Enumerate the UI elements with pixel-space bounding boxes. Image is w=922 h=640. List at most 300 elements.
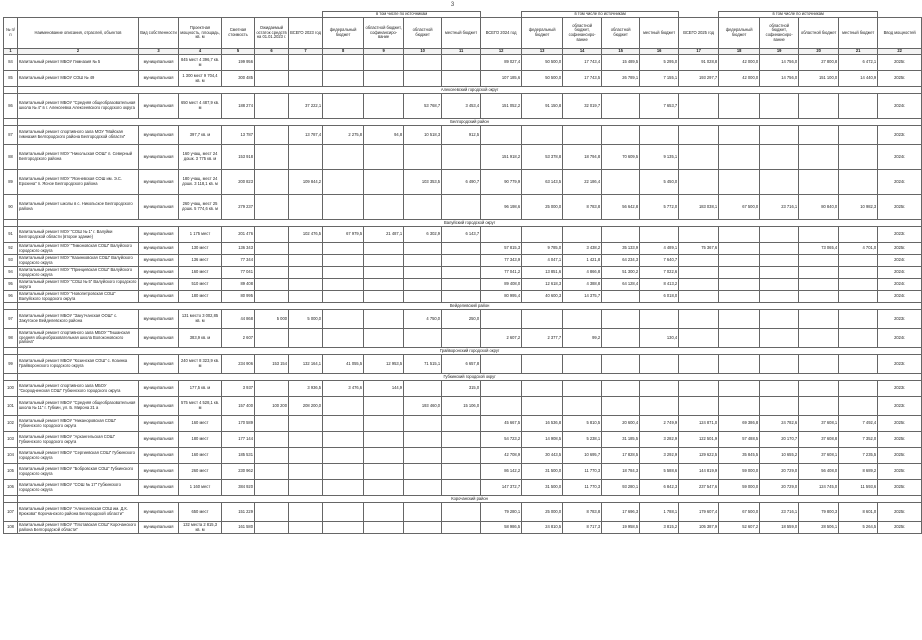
column-header: областной бюджет — [404, 18, 442, 49]
table-cell: 144 819,9 — [679, 464, 719, 480]
table-cell — [404, 464, 442, 480]
table-cell: 8 413,2 — [640, 279, 679, 291]
table-cell: 57 815,3 — [481, 243, 522, 255]
section-row — [4, 374, 922, 381]
table-cell — [602, 397, 640, 416]
empty-cell — [4, 220, 18, 227]
table-cell — [364, 243, 404, 255]
table-cell — [799, 397, 839, 416]
table-cell: 24 782,6 — [760, 416, 799, 432]
table-row — [4, 94, 922, 119]
table-cell: 180 учащ. мест 24 дошк. 3 118,1 кв. м — [179, 170, 222, 195]
table-cell — [719, 255, 760, 267]
section-title: Алексеевский городской округ — [18, 87, 922, 94]
table-cell: 151 052,2 — [481, 94, 522, 119]
table-row — [4, 310, 922, 329]
column-header: федеральный бюджет — [719, 18, 760, 49]
column-number: 6 — [255, 49, 289, 55]
table-cell — [404, 279, 442, 291]
table-cell — [323, 464, 364, 480]
table-cell: 5 264,5 — [839, 522, 878, 534]
table-cell — [442, 432, 481, 448]
page-number: 3 — [450, 2, 455, 8]
table-cell: 15 489,5 — [602, 55, 640, 71]
column-header: местный бюджет — [640, 18, 679, 49]
table-cell — [481, 126, 522, 145]
table-cell: 63 143,5 — [522, 170, 563, 195]
table-cell — [323, 255, 364, 267]
table-cell: Капитальный ремонт МОУ "Новопетровская СОШ" Валуйского городского округа — [18, 291, 139, 303]
table-cell — [839, 310, 878, 329]
table-cell — [404, 243, 442, 255]
table-cell: муниципальная — [139, 255, 179, 267]
empty-cell — [4, 348, 18, 355]
table-cell: 2025г. — [878, 432, 922, 448]
table-cell: 53 378,8 — [522, 145, 563, 170]
table-cell: Капитальный ремонт МБОУ "Бобровская СОШ" Губкинского городского округа — [18, 464, 139, 480]
table-cell: Капитальный ремонт МБОУ "Закутчанская ООШ" с. Закутское Вейделевского района — [18, 310, 139, 329]
table-cell: 300 485 — [222, 71, 255, 87]
table-cell — [289, 291, 323, 303]
column-number: 4 — [179, 49, 222, 55]
table-cell — [255, 448, 289, 464]
table-cell: 11 770,3 — [563, 464, 602, 480]
table-row — [4, 480, 922, 496]
column-header: местный бюджет — [839, 18, 878, 49]
table-cell: 106 — [4, 480, 18, 496]
column-number: 5 — [222, 49, 255, 55]
table-cell: 10 695,7 — [563, 448, 602, 464]
table-cell: 7 640,7 — [640, 255, 679, 267]
table-cell: 23 716,1 — [760, 195, 799, 220]
table-cell — [364, 448, 404, 464]
table-cell — [364, 397, 404, 416]
table-cell — [255, 55, 289, 71]
table-cell: 383,9 кв. м — [179, 329, 222, 348]
table-cell — [602, 291, 640, 303]
table-cell — [323, 291, 364, 303]
table-cell: 9 135,1 — [640, 145, 679, 170]
table-cell: 52 607,2 — [719, 522, 760, 534]
table-cell: 14 756,0 — [760, 55, 799, 71]
table-cell: 136 мест — [179, 255, 222, 267]
table-cell: 4 388,8 — [563, 279, 602, 291]
group-header-2024: в том числе по источникам — [522, 12, 679, 18]
table-cell — [602, 126, 640, 145]
table-cell — [255, 480, 289, 496]
table-cell — [364, 267, 404, 279]
table-cell: 4 489,1 — [640, 243, 679, 255]
table-cell: 1 175 мест — [179, 227, 222, 243]
table-cell — [289, 448, 323, 464]
table-cell: 130,4 — [640, 329, 679, 348]
table-cell: муниципальная — [139, 310, 179, 329]
table-cell: 11 593,6 — [839, 480, 878, 496]
table-cell: муниципальная — [139, 448, 179, 464]
table-cell: 99 — [4, 355, 18, 374]
empty-cell — [4, 374, 18, 381]
table-cell: 2025г. — [878, 464, 922, 480]
table-cell — [255, 170, 289, 195]
table-cell — [799, 255, 839, 267]
table-cell — [719, 227, 760, 243]
table-cell: 10 655,2 — [760, 448, 799, 464]
table-cell: 25 000,0 — [522, 503, 563, 522]
table-cell: 16 536,8 — [522, 416, 563, 432]
table-cell: 2023г. — [878, 227, 922, 243]
table-cell: 14 440,9 — [839, 71, 878, 87]
empty-cell — [4, 496, 18, 503]
table-cell: муниципальная — [139, 195, 179, 220]
table-cell: 7 352,0 — [839, 432, 878, 448]
table-cell — [289, 480, 323, 496]
column-header: Ввод мощностей — [878, 18, 922, 49]
column-header: Проектная мощность, площадь, кв. м — [179, 18, 222, 49]
table-cell: 80 995 — [222, 291, 255, 303]
table-cell — [404, 195, 442, 220]
table-cell — [799, 291, 839, 303]
table-cell: 105 — [4, 464, 18, 480]
table-cell: Капитальный ремонт МОУ "СОШ № 1" г. Валуйки Белгородской области (второе здание) — [18, 227, 139, 243]
table-cell — [323, 310, 364, 329]
table-cell: 180 мест — [179, 432, 222, 448]
table-cell: 56 642,8 — [602, 195, 640, 220]
table-cell: 67 500,0 — [719, 195, 760, 220]
table-cell — [289, 522, 323, 534]
table-row — [4, 329, 922, 348]
table-cell — [404, 480, 442, 496]
table-cell: 31 185,5 — [602, 432, 640, 448]
table-cell: 5 295,0 — [640, 55, 679, 71]
table-cell: 56 408,0 — [799, 464, 839, 480]
table-cell: 102 476,5 — [289, 227, 323, 243]
table-cell: 5 772,0 — [640, 195, 679, 220]
table-body — [4, 55, 922, 534]
column-number: 7 — [289, 49, 323, 55]
table-cell — [323, 416, 364, 432]
table-cell: муниципальная — [139, 267, 179, 279]
section-title: Губкинский городской округ — [18, 374, 922, 381]
table-cell — [799, 126, 839, 145]
table-cell: 8 783,8 — [563, 195, 602, 220]
table-cell — [323, 243, 364, 255]
table-cell: 177,5 кв. м — [179, 381, 222, 397]
table-cell — [760, 126, 799, 145]
table-cell: 13 787 — [222, 126, 255, 145]
table-cell: муниципальная — [139, 329, 179, 348]
column-number: 20 — [799, 49, 839, 55]
table-cell: 97 — [4, 310, 18, 329]
table-cell — [602, 170, 640, 195]
table-cell: 1 160 мест — [179, 480, 222, 496]
table-cell: 185 531 — [222, 448, 255, 464]
table-cell: 8 689,2 — [839, 464, 878, 480]
table-cell: 180 мест — [179, 291, 222, 303]
table-cell — [679, 279, 719, 291]
table-cell — [289, 55, 323, 71]
table-cell — [679, 381, 719, 397]
table-cell: 6 657,8 — [442, 355, 481, 374]
table-cell — [522, 227, 563, 243]
table-cell: 650 мест — [179, 503, 222, 522]
table-cell: 50 500,0 — [522, 71, 563, 87]
table-cell — [640, 310, 679, 329]
table-cell: 80 840,0 — [799, 195, 839, 220]
table-cell — [404, 267, 442, 279]
table-cell: 44 868 — [222, 310, 255, 329]
table-cell: 129 622,5 — [679, 448, 719, 464]
table-cell: 234 906 — [222, 355, 255, 374]
table-cell: 132 164,1 — [289, 355, 323, 374]
table-cell — [442, 243, 481, 255]
table-cell — [760, 145, 799, 170]
table-cell: 4 701,0 — [839, 243, 878, 255]
table-cell — [255, 291, 289, 303]
table-cell: 77 041 — [222, 267, 255, 279]
table-cell — [679, 255, 719, 267]
table-cell — [760, 329, 799, 348]
table-cell: муниципальная — [139, 381, 179, 397]
table-cell — [442, 464, 481, 480]
table-cell: 20 729,0 — [760, 480, 799, 496]
table-cell — [719, 94, 760, 119]
table-cell: 104 — [4, 448, 18, 464]
table-cell: 6 842,3 — [640, 480, 679, 496]
table-cell: 57 488,5 — [719, 432, 760, 448]
table-cell — [719, 279, 760, 291]
column-number: 18 — [719, 49, 760, 55]
table-cell: 3 937 — [222, 381, 255, 397]
table-cell: 17 696,3 — [602, 503, 640, 522]
table-cell — [289, 503, 323, 522]
table-cell: 77 344 — [222, 255, 255, 267]
table-cell: 2024г. — [878, 279, 922, 291]
table-cell: 45 667,5 — [481, 416, 522, 432]
table-cell — [404, 329, 442, 348]
table-cell — [364, 503, 404, 522]
table-row — [4, 503, 922, 522]
table-cell — [839, 329, 878, 348]
table-cell: 9 785,0 — [522, 243, 563, 255]
table-cell: 92 — [4, 243, 18, 255]
table-cell: 2025г. — [878, 480, 922, 496]
column-number: 15 — [602, 49, 640, 55]
table-cell — [364, 432, 404, 448]
table-cell: 3 476,6 — [323, 381, 364, 397]
table-cell: 7 155,1 — [640, 71, 679, 87]
table-cell: 230 962 — [222, 464, 255, 480]
table-cell: 17 743,4 — [563, 55, 602, 71]
table-cell — [404, 291, 442, 303]
table-cell — [323, 480, 364, 496]
table-row — [4, 55, 922, 71]
table-cell: 177 144 — [222, 432, 255, 448]
table-cell: 64 128,4 — [602, 279, 640, 291]
column-number: 9 — [364, 49, 404, 55]
table-cell: 179 607,4 — [679, 503, 719, 522]
section-row — [4, 303, 922, 310]
table-cell — [563, 126, 602, 145]
table-cell — [799, 227, 839, 243]
table-cell: Капитальный ремонт МБОУ "Средняя общеобразовательная школа № 11" г. Губкин, ул. Б. Мирона 21 а — [18, 397, 139, 416]
table-cell — [799, 94, 839, 119]
table-cell: 105 387,9 — [679, 522, 719, 534]
table-cell: 144,9 — [364, 381, 404, 397]
section-title: Белгородский район — [18, 119, 922, 126]
table-cell: 35 845,5 — [719, 448, 760, 464]
table-cell: муниципальная — [139, 279, 179, 291]
table-cell: 89 408,0 — [481, 279, 522, 291]
table-cell: 260 учащ. мест 25 дошк. 5 774,6 кв. м — [179, 195, 222, 220]
table-cell: 912,5 — [442, 126, 481, 145]
table-cell — [364, 310, 404, 329]
table-cell — [323, 94, 364, 119]
table-cell: 79 800,3 — [799, 503, 839, 522]
table-row — [4, 381, 922, 397]
table-cell: 14 908,5 — [522, 432, 563, 448]
table-row — [4, 355, 922, 374]
table-cell: 18 794,8 — [563, 145, 602, 170]
table-cell: муниципальная — [139, 227, 179, 243]
table-cell — [679, 397, 719, 416]
table-cell: 124 745,0 — [799, 480, 839, 496]
table-cell — [255, 464, 289, 480]
table-cell — [442, 255, 481, 267]
table-cell: 151 918,2 — [481, 145, 522, 170]
section-title: Вейделевский район — [18, 303, 922, 310]
table-cell — [602, 329, 640, 348]
table-cell — [719, 291, 760, 303]
table-cell — [289, 416, 323, 432]
table-cell: 15 106,0 — [442, 397, 481, 416]
table-row — [4, 432, 922, 448]
table-cell: 107 — [4, 503, 18, 522]
table-cell: 100 200 — [255, 397, 289, 416]
table-cell: 42 708,9 — [481, 448, 522, 464]
table-cell: 102 — [4, 416, 18, 432]
table-cell: 50 500,0 — [522, 55, 563, 71]
table-row — [4, 195, 922, 220]
table-cell — [679, 267, 719, 279]
table-cell — [323, 448, 364, 464]
table-cell: 14 375,7 — [563, 291, 602, 303]
table-cell — [522, 397, 563, 416]
table-cell: муниципальная — [139, 94, 179, 119]
table-cell: 260 мест — [179, 464, 222, 480]
table-cell — [640, 126, 679, 145]
column-number: 17 — [679, 49, 719, 55]
table-cell: 2025г. — [878, 503, 922, 522]
table-cell — [839, 355, 878, 374]
table-cell — [323, 397, 364, 416]
table-cell: 85 — [4, 71, 18, 87]
table-cell: 250,0 — [442, 310, 481, 329]
table-cell — [364, 71, 404, 87]
table-cell: Капитальный ремонт МБОУ "Никаноровская СОШ" Губкинского городского округа — [18, 416, 139, 432]
empty-cell — [4, 303, 18, 310]
table-cell — [719, 355, 760, 374]
table-cell: муниципальная — [139, 355, 179, 374]
table-cell — [719, 329, 760, 348]
table-cell: 160 учащ. мест 24 дошк. 3 775 кв. м — [179, 145, 222, 170]
table-row — [4, 71, 922, 87]
table-cell: 18 784,3 — [602, 464, 640, 480]
table-row — [4, 416, 922, 432]
table-cell: 77 343,9 — [481, 255, 522, 267]
column-number: 3 — [139, 49, 179, 55]
table-cell: Капитальный ремонт МБОУ "Алексеевская СОШ им. Д.К. Крюкова" Корочанского района Белгородской области" — [18, 503, 139, 522]
table-cell: 4 750,0 — [404, 310, 442, 329]
table-cell: муниципальная — [139, 503, 179, 522]
table-cell — [679, 227, 719, 243]
table-cell: 2 749,9 — [640, 416, 679, 432]
table-cell: 5 000 — [255, 310, 289, 329]
table-cell: 5 810,5 — [563, 416, 602, 432]
table-cell — [839, 126, 878, 145]
table-cell — [760, 291, 799, 303]
table-cell: 8 783,8 — [563, 503, 602, 522]
table-cell: 70 609,5 — [602, 145, 640, 170]
table-cell: 2024г. — [878, 329, 922, 348]
table-cell: 315,0 — [442, 381, 481, 397]
section-row — [4, 496, 922, 503]
table-cell — [602, 381, 640, 397]
column-header: областной бюджет — [799, 18, 839, 49]
table-cell — [640, 397, 679, 416]
table-cell — [442, 71, 481, 87]
table-cell — [760, 355, 799, 374]
table-cell — [404, 416, 442, 432]
table-cell — [522, 381, 563, 397]
table-cell: 2025г. — [878, 71, 922, 87]
table-cell: 28 506,1 — [799, 522, 839, 534]
table-cell: 160 мест — [179, 416, 222, 432]
table-cell — [442, 480, 481, 496]
table-cell: Капитальный ремонт спортивного зала МОУ "Майская гимназия Белгородского района Белгородской области" — [18, 126, 139, 145]
table-cell: 96 — [4, 291, 18, 303]
table-cell — [839, 381, 878, 397]
table-cell: 25 000,0 — [522, 195, 563, 220]
table-cell: 6 302,9 — [404, 227, 442, 243]
table-cell — [839, 227, 878, 243]
table-cell: 4 866,8 — [563, 267, 602, 279]
table-row — [4, 464, 922, 480]
table-cell: 54 723,2 — [481, 432, 522, 448]
table-cell: 14 756,0 — [760, 71, 799, 87]
table-cell: 1 300 мест 9 704,4 кв. м — [179, 71, 222, 87]
table-cell: Капитальный ремонт МБОУ "Сергиевская СОШ" Губкинского городского округа — [18, 448, 139, 464]
table-cell: 107 185,6 — [481, 71, 522, 87]
table-cell: 10 982,3 — [839, 195, 878, 220]
table-cell: Капитальный ремонт МБОУ "Плотавская СОШ" Корочанского района Белгородской области" — [18, 522, 139, 534]
table-cell — [799, 170, 839, 195]
table-cell — [839, 267, 878, 279]
column-header: Ожидаемый остаток средств на 01.01.2023 г. — [255, 18, 289, 49]
table-cell: 193 460,0 — [404, 397, 442, 416]
table-cell — [364, 255, 404, 267]
table-cell: 6 143,7 — [442, 227, 481, 243]
table-cell: 3 292,9 — [640, 448, 679, 464]
column-header: Сметная стоимость — [222, 18, 255, 49]
table-cell — [442, 267, 481, 279]
table-cell: 101 — [4, 397, 18, 416]
table-cell: 26 789,1 — [602, 71, 640, 87]
table-cell: 67 979,5 — [323, 227, 364, 243]
table-cell: 80 995,4 — [481, 291, 522, 303]
table-cell: 93 280,1 — [602, 480, 640, 496]
table-cell: 122 501,9 — [679, 432, 719, 448]
table-cell — [839, 94, 878, 119]
